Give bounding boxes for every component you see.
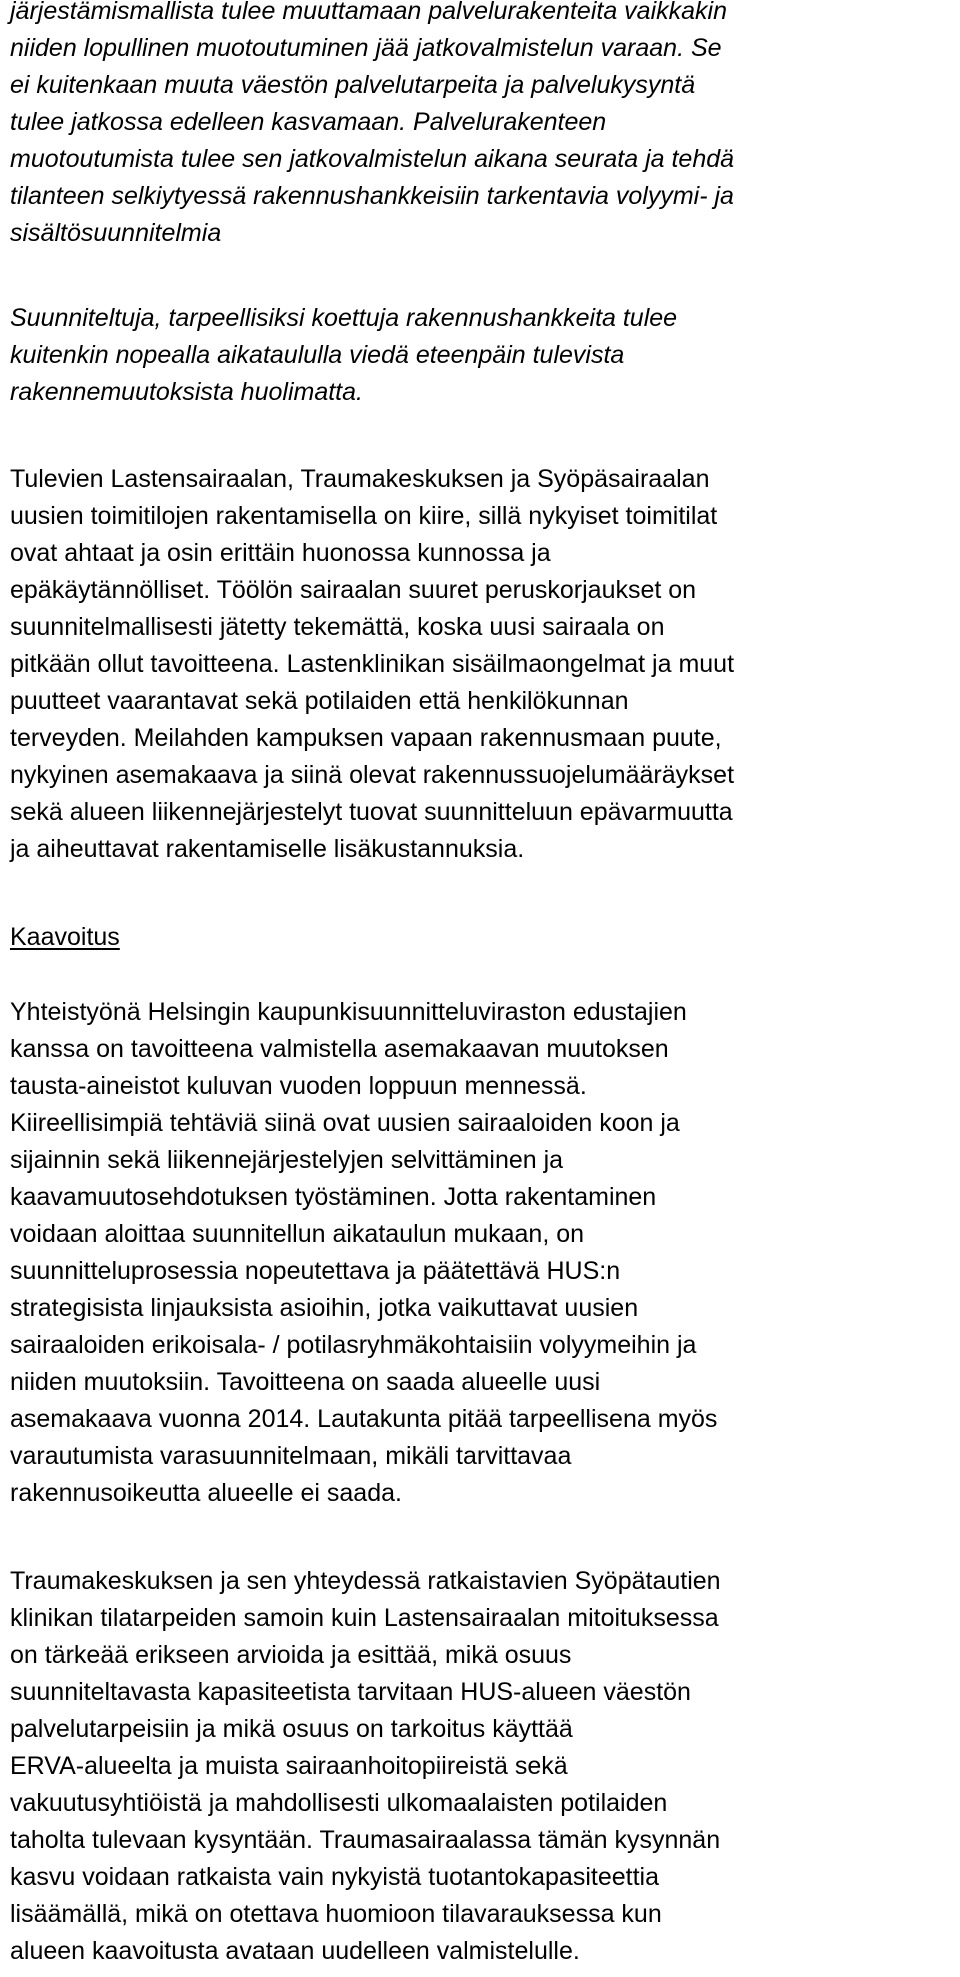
text-line: kaavamuutosehdotuksen työstäminen. Jotta rakentaminen [10, 1183, 657, 1211]
paragraph-5 [10, 1563, 721, 1970]
text-line: lisäämällä, mikä on otettava huomioon tilavarauksessa kun [10, 1900, 662, 1928]
text-line: Kiireellisimpiä tehtäviä siinä ovat uusien sairaaloiden koon ja [10, 1109, 680, 1137]
text-line: kuitenkin nopealla aikataululla viedä eteenpäin tulevista [10, 341, 625, 369]
text-line: terveyden. Meilahden kampuksen vapaan rakennusmaan puute, [10, 724, 722, 752]
text-line: sekä alueen liikennejärjestelyt tuovat suunnitteluun epävarmuutta [10, 798, 733, 826]
text-line: suunniteltavasta kapasiteetista tarvitaan HUS-alueen väestön [10, 1678, 691, 1706]
text-line: suunnitteluprosessia nopeutettava ja päätettävä HUS:n [10, 1257, 621, 1285]
text-line: Yhteistyönä Helsingin kaupunkisuunnitteluviraston edustajien [10, 998, 687, 1026]
text-line: tausta-aineistot kuluvan vuoden loppuun mennessä. [10, 1072, 587, 1100]
text-line: voidaan aloittaa suunnitellun aikataulun mukaan, on [10, 1220, 585, 1248]
text-line: pitkään ollut tavoitteena. Lastenklinikan sisäilmaongelmat ja muut [10, 650, 735, 678]
text-line: muotoutumista tulee sen jatkovalmistelun aikana seurata ja tehdä [10, 145, 735, 173]
text-line: niiden muutoksiin. Tavoitteena on saada alueelle uusi [10, 1368, 601, 1396]
text-line: rakennusoikeutta alueelle ei saada. [10, 1479, 402, 1507]
paragraph-4 [10, 994, 717, 1512]
text-line: Tulevien Lastensairaalan, Traumakeskuksen ja Syöpäsairaalan [10, 465, 710, 493]
text-line: ei kuitenkaan muuta väestön palvelutarpeita ja palvelukysyntä [10, 71, 696, 99]
text-line: nykyinen asemakaava ja siinä olevat rakennussuojelumääräykset [10, 761, 735, 789]
text-line: strategisista linjauksista asioihin, jotka vaikuttavat uusien [10, 1294, 639, 1322]
text-line: epäkäytännölliset. Töölön sairaalan suuret peruskorjaukset on [10, 576, 697, 604]
text-line: rakennemuutoksista huolimatta. [10, 378, 363, 406]
section-heading-kaavoitus: Kaavoitus [10, 923, 120, 951]
text-line: sijainnin sekä liikennejärjestelyjen selvittäminen ja [10, 1146, 564, 1174]
text-line: ja aiheuttavat rakentamiselle lisäkustannuksia. [10, 835, 525, 863]
text-line: ovat ahtaat ja osin erittäin huonossa kunnossa ja [10, 539, 551, 567]
paragraph-italic-2 [10, 300, 677, 411]
text-line: suunnitelmallisesti jätetty tekemättä, koska uusi sairaala on [10, 613, 665, 641]
text-line: varautumista varasuunnitelmaan, mikäli tarvittavaa [10, 1442, 572, 1470]
text-line: palvelutarpeisiin ja mikä osuus on tarkoitus käyttää [10, 1715, 573, 1743]
text-line: Suunniteltuja, tarpeellisiksi koettuja rakennushankkeita tulee [10, 304, 678, 332]
text-line: Traumakeskuksen ja sen yhteydessä ratkaistavien Syöpätautien [10, 1567, 721, 1595]
text-line: ERVA-alueelta ja muista sairaanhoitopiireistä sekä [10, 1752, 568, 1780]
text-line: uusien toimitilojen rakentamisella on kiire, sillä nykyiset toimitilat [10, 502, 718, 530]
text-line: tulee jatkossa edelleen kasvamaan. Palvelurakenteen [10, 108, 607, 136]
text-line: taholta tulevaan kysyntään. Traumasairaalassa tämän kysynnän [10, 1826, 721, 1854]
text-line: vakuutusyhtiöistä ja mahdollisesti ulkomaalaisten potilaiden [10, 1789, 668, 1817]
text-line: sisältösuunnitelmia [10, 219, 222, 247]
text-line: kasvu voidaan ratkaista vain nykyistä tuotantokapasiteettia [10, 1863, 659, 1891]
text-line: tilanteen selkiytyessä rakennushankkeisiin tarkentavia volyymi- ja [10, 182, 734, 210]
text-line: sairaaloiden erikoisala- / potilasryhmäkohtaisiin volyymeihin ja [10, 1331, 697, 1359]
text-line: niiden lopullinen muotoutuminen jää jatkovalmistelun varaan. Se [10, 34, 722, 62]
paragraph-3 [10, 461, 734, 868]
paragraph-italic-1 [10, 0, 734, 252]
text-line: kanssa on tavoitteena valmistella asemakaavan muutoksen [10, 1035, 669, 1063]
text-line: puutteet vaarantavat sekä potilaiden että henkilökunnan [10, 687, 629, 715]
text-line: asemakaava vuonna 2014. Lautakunta pitää tarpeellisena myös [10, 1405, 718, 1433]
text-line: järjestämismallista tulee muuttamaan palvelurakenteita vaikkakin [10, 0, 728, 25]
text-line: on tärkeää erikseen arvioida ja esittää, mikä osuus [10, 1641, 572, 1669]
text-line: alueen kaavoitusta avataan uudelleen valmistelulle. [10, 1937, 580, 1965]
text-line: klinikan tilatarpeiden samoin kuin Lastensairaalan mitoituksessa [10, 1604, 719, 1632]
